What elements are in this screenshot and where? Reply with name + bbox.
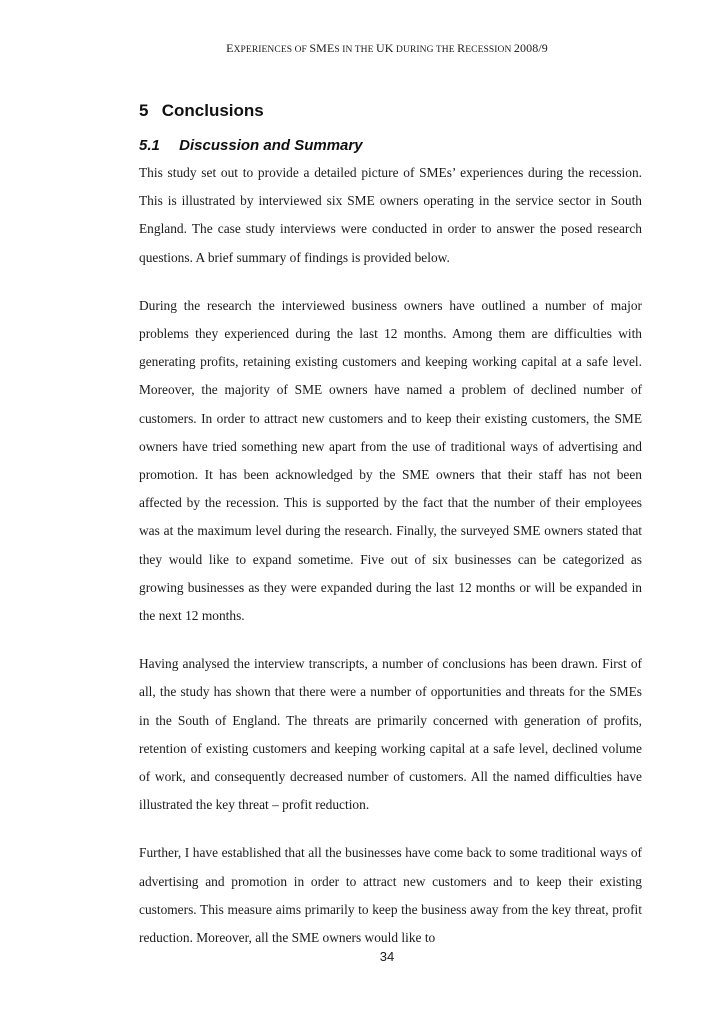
header-part: ECESSION <box>465 45 514 55</box>
header-part: DURING THE <box>393 45 458 55</box>
header-part: S IN THE <box>334 45 377 55</box>
paragraph: During the research the interviewed business owners have outlined a number of major problems they experienced during the last 12 months. Among them are difficulties with generating profits, retaining existing customers and keeping working capital at a safe level. Moreover, the majority of SME owners have named a problem of declined number of customers. In order to attract new customers and to keep their existing customers, the SME owners have tried something new apart from the use of traditional ways of advertising and promotion. It has been acknowledged by the SME owners that their staff has not been affected by the recession. This is supported by the fact that the number of their employees was at the maximum level during the research. Finally, the surveyed SME owners stated that they would like to expand sometime. Five out of six businesses can be categorized as growing businesses as they were expanded during the last 12 months or will be expanded in the next 12 months. <box>139 297 642 624</box>
header-part: UK <box>376 41 394 55</box>
page-body <box>139 97 642 952</box>
chapter-title: Conclusions <box>161 101 264 120</box>
header-part: E <box>226 41 234 55</box>
header-part: XPERIENCES OF <box>233 45 310 55</box>
page-number: 34 <box>379 949 395 964</box>
paragraph: Having analysed the interview transcripts, a number of conclusions has been drawn. First of all, the study has shown that there were a number of opportunities and threats for the SMEs in the South of England. The threats are primarily concerned with generation of profits, retention of existing customers and keeping working capital at a safe level, declined volume of work, and consequently decreased number of customers. All the named difficulties have illustrated the key threat – profit reduction. <box>139 656 642 813</box>
header-part: SME <box>309 41 335 55</box>
chapter-heading <box>139 97 642 125</box>
paragraph: Further, I have established that all the businesses have come back to some traditional ways of advertising and promotion in order to attract new customers and to keep their existing customers. This measure aims primarily to keep the business away from the key threat, profit reduction. Moreover, all the SME owners would like to <box>139 845 642 946</box>
running-header <box>0 41 728 56</box>
section-heading <box>139 133 642 159</box>
chapter-number: 5 <box>139 101 149 120</box>
section-title: Discussion and Summary <box>179 137 363 154</box>
header-part: R <box>457 41 466 55</box>
section-number: 5.1 <box>139 137 160 154</box>
header-part: 2008/9 <box>513 41 548 55</box>
paragraph: This study set out to provide a detailed picture of SMEs’ experiences during the recession. This is illustrated by interviewed six SME owners operating in the service sector in South England. The case study interviews were conducted in order to answer the posed research questions. A brief summary of findings is provided below. <box>139 165 642 265</box>
